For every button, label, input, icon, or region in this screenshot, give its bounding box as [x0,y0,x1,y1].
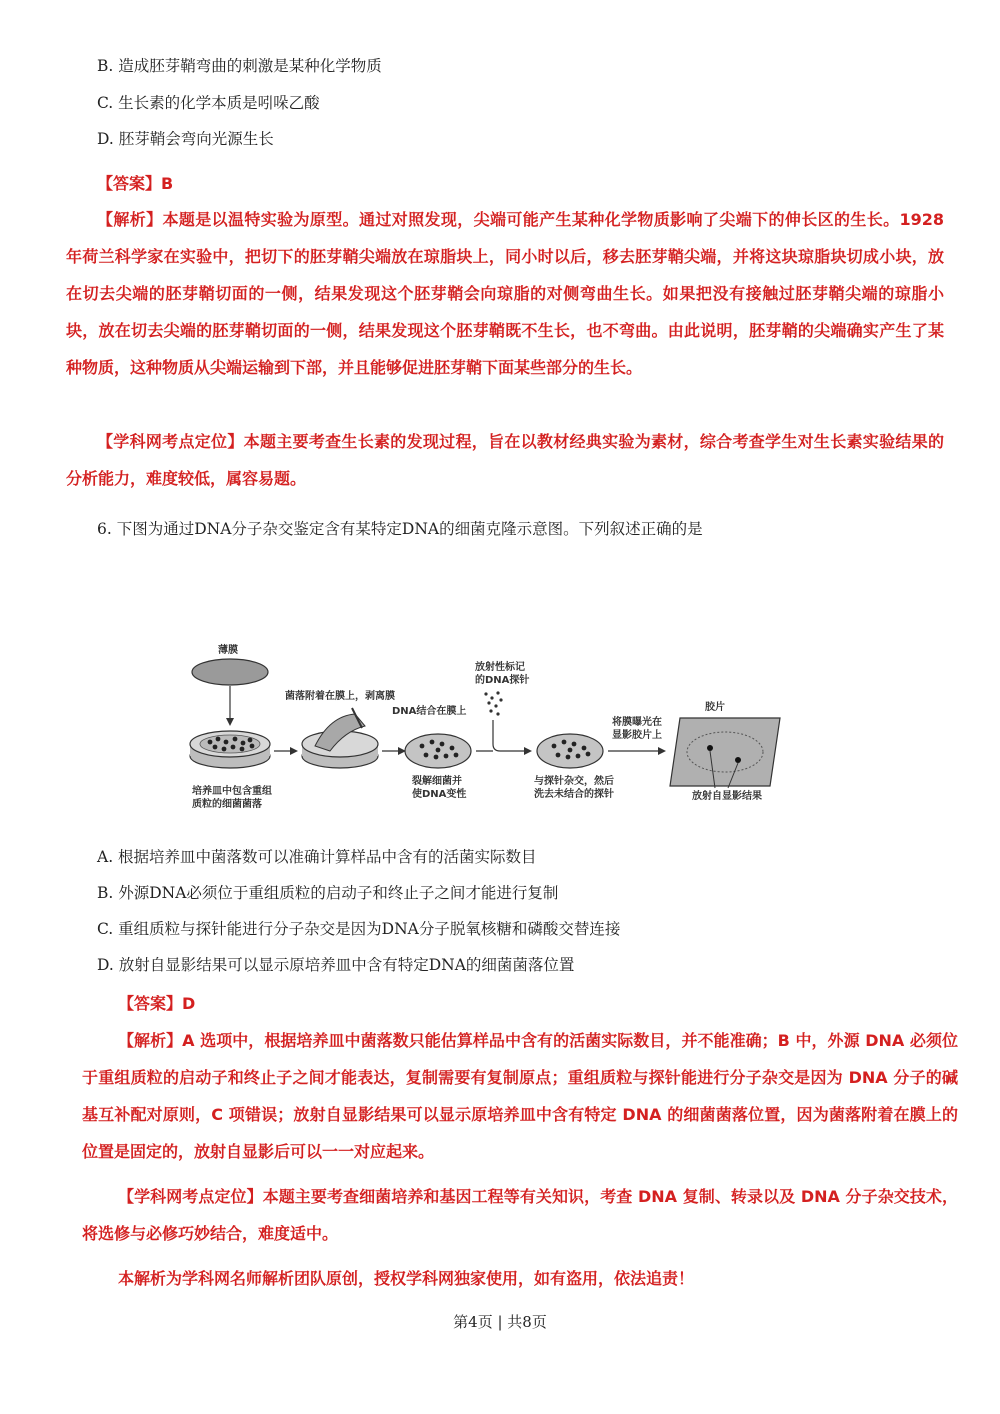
membrane-shape [192,659,268,685]
q6-analysis: 【解析】A 选项中，根据培养皿中菌落数只能估算样品中含有的活菌实际数目，并不能准确；B 中，外源 DNA 必须位于重组质粒的启动子和终止子之间才能表达，复制需要有复制原点；重组质粒与探针能进行分子杂交是因为 DNA 分子的碱基互补配对原则，C 项错误；放射自显影结果可以显示原培养皿中含有特定 DNA 的细菌菌落位置，因为菌落附着在膜上的位置是固定的，放射自显影后可以一一对应起来。 [82,1031,958,1161]
copyright-note: 本解析为学科网名师解析团队原创，授权学科网独家使用，如有盗用，依法追责！ [118,1269,695,1288]
q6-stem: 6. 下图为通过DNA分子杂交鉴定含有某特定DNA的细菌克隆示意图。下列叙述正确的是 [97,520,703,538]
q5-option-b: B. 造成胚芽鞘弯曲的刺激是某种化学物质 [97,57,382,75]
step4-label-2: 洗去未结合的探针 [534,789,614,800]
q6-option-a: A. 根据培养皿中菌落数可以准确计算样品中含有的活菌实际数目 [97,848,537,866]
q6-answer: 【答案】D [118,994,196,1013]
q5-analysis: 【解析】本题是以温特实验为原型。通过对照发现，尖端可能产生某种化学物质影响了尖端下的伸长区的生长。1928 年荷兰科学家在实验中，把切下的胚芽鞘尖端放在琼脂块上，同小时以后，移去胚芽鞘尖端，并将这块琼脂块切成小块，放在切去尖端的胚芽鞘切面的一侧，结果发现这个胚芽鞘会向琼脂的对侧弯曲生长。如果把没有接触过胚芽鞘尖端的琼脂小块，放在切去尖端的胚芽鞘切面的一侧，结果发现这个胚芽鞘既不生长，也不弯曲。由此说明，胚芽鞘的尖端确实产生了某种物质，这种物质从尖端运输到下部，并且能够促进胚芽鞘下面某些部分的生长。 [66,210,944,377]
membrane-label: 薄膜 [218,645,238,656]
probe-label-2: 的DNA探针 [475,675,530,686]
step4-label-1: 与探针杂交，然后 [534,776,614,787]
q5-option-d: D. 胚芽鞘会弯向光源生长 [97,130,274,148]
q6-option-b: B. 外源DNA必须位于重组质粒的启动子和终止子之间才能进行复制 [97,884,559,902]
step3-bottom-1: 裂解细菌并 [412,776,462,787]
dish-caption-2: 质粒的细菌菌落 [192,799,262,810]
q5-point: 【学科网考点定位】本题主要考查生长素的发现过程，旨在以教材经典实验为素材，综合考查学生对生长素实验结果的分析能力，难度较低，属容易题。 [66,432,944,488]
q6-option-d: D. 放射自显影结果可以显示原培养皿中含有特定DNA的细菌菌落位置 [97,956,575,974]
step5-label-2: 显影胶片上 [612,730,662,741]
step3-bottom-2: 使DNA变性 [412,789,467,800]
q5-option-c: C. 生长素的化学本质是吲哚乙酸 [97,94,320,112]
dna-hybridization-diagram [180,636,800,826]
q6-point: 【学科网考点定位】本题主要考查细菌培养和基因工程等有关知识，考查 DNA 复制、转录以及 DNA 分子杂交技术，将选修与必修巧妙结合，难度适中。 [82,1187,958,1243]
dish-caption-1: 培养皿中包含重组 [192,786,272,797]
result-label: 放射自显影结果 [692,791,762,802]
q6-option-c: C. 重组质粒与探针能进行分子杂交是因为DNA分子脱氧核糖和磷酸交替连接 [97,920,621,938]
step2-label: 菌落附着在膜上，剥离膜 [285,691,395,702]
step5-label-1: 将膜曝光在 [612,717,662,728]
probe-dots [484,691,502,715]
page-footer: 第4页 | 共8页 [453,1313,547,1331]
q5-answer: 【答案】B [97,174,174,193]
probe-label-1: 放射性标记 [475,662,525,673]
step3-top-label: DNA结合在膜上 [392,706,467,717]
film-label: 胶片 [705,702,725,713]
